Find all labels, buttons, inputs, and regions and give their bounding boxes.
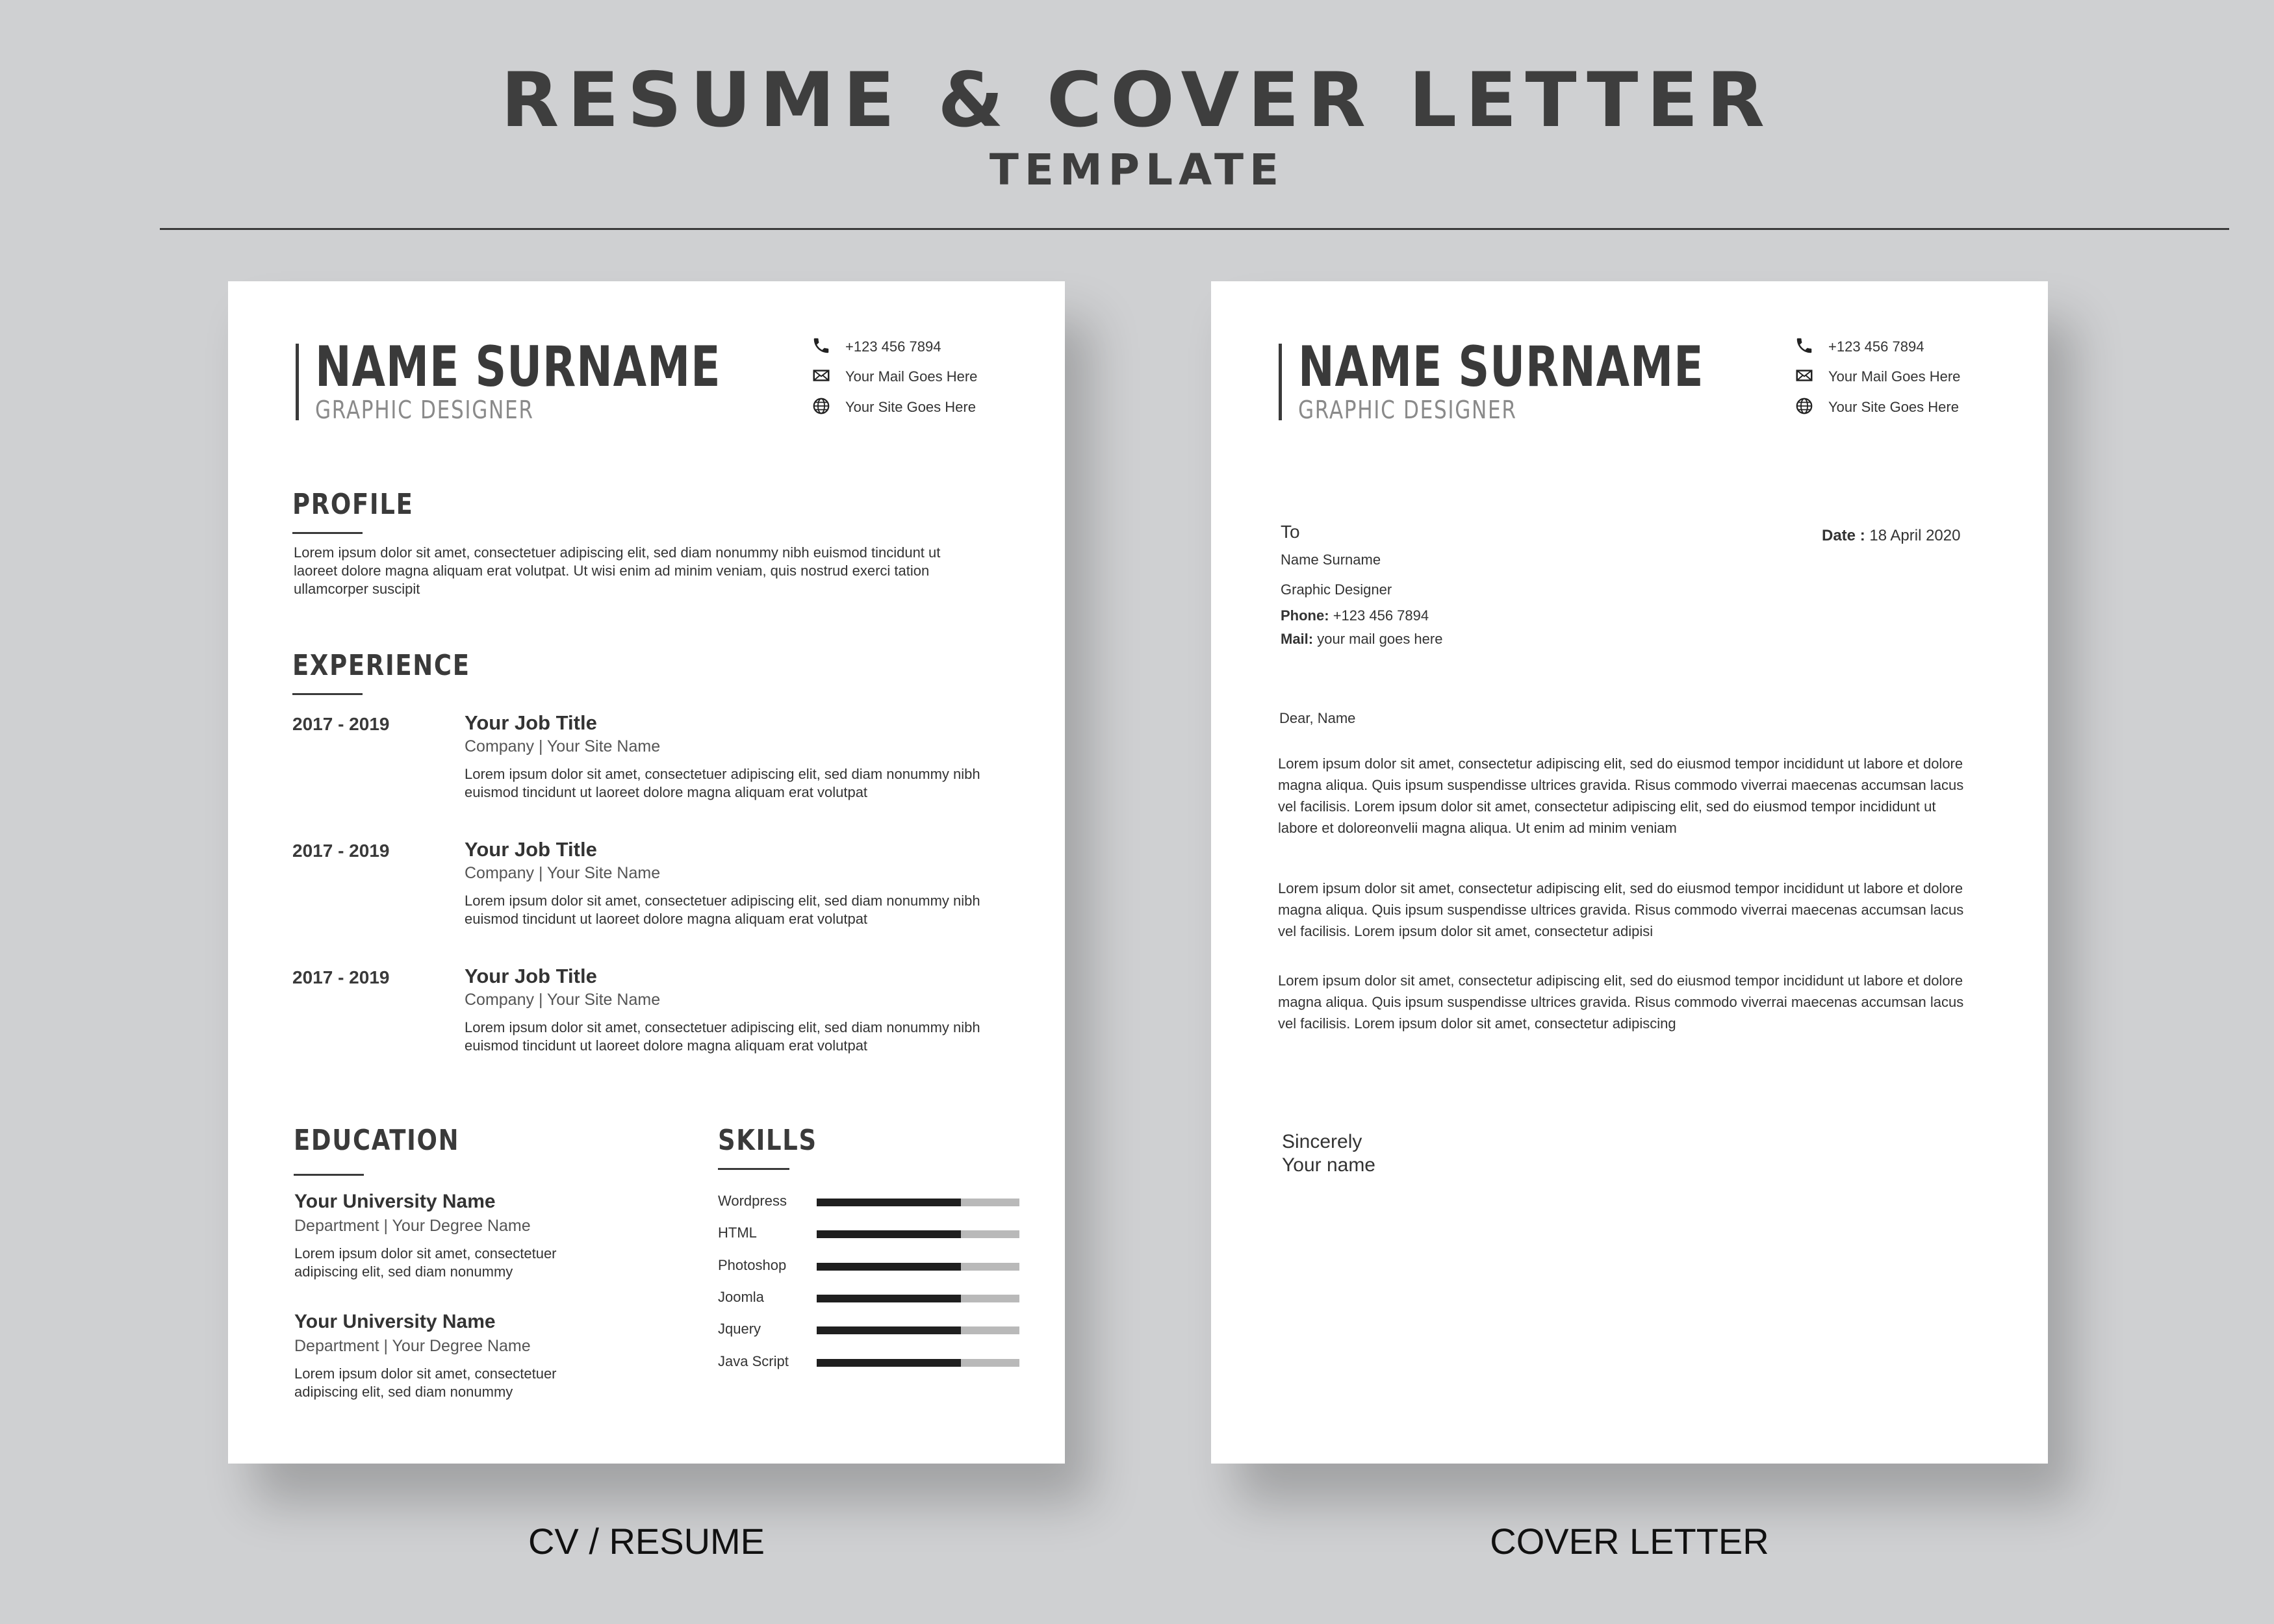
letter-name: NAME SURNAME: [1298, 335, 1704, 400]
resume-name: NAME SURNAME: [315, 335, 721, 400]
letter-paragraph: Lorem ipsum dolor sit amet, consectetur adipiscing elit, sed do eiusmod tempor incididunt ut labore et dolore magna aliqua. Quis ipsum suspendisse ultrices gravida. Risus commodo viverrai maecenas accumsan lacus vel facilisis. Lorem ipsum dolor sit amet, consectetur adipisi: [1278, 880, 1964, 939]
experience-rule: [292, 693, 363, 695]
banner-subtitle: TEMPLATE: [989, 145, 1285, 195]
mail-text: Your Mail Goes Here: [1828, 368, 1961, 385]
education-description: Lorem ipsum dolor sit amet, consectetuer adipiscing elit, sed diam nonummy: [294, 1365, 557, 1400]
letter-signature: Your name: [1282, 1154, 1375, 1176]
cover-letter-page: [1211, 281, 2048, 1464]
letter-date: [1822, 527, 1960, 545]
phone-text: +123 456 7894: [845, 338, 941, 355]
skills-rule: [718, 1168, 789, 1170]
skill-label: Photoshop: [718, 1257, 787, 1273]
letter-closing: Sincerely: [1282, 1131, 1362, 1152]
skill-bar: [817, 1263, 1019, 1271]
skill-label: Jquery: [718, 1321, 761, 1337]
job-dates: 2017 - 2019: [292, 967, 390, 987]
skill-bar-fill: [817, 1295, 961, 1302]
letter-paragraph: Lorem ipsum dolor sit amet, consectetur adipiscing elit, sed do eiusmod tempor incididunt ut labore et dolore magna aliqua. Quis ipsum suspendisse ultrices gravida. Risus commodo viverrai maecenas accumsan lacus vel facilisis. Lorem ipsum dolor sit amet, consectetur adipiscing elit, sed do eiusmod tempor incididunt ut labore et doloreonvelii magna aliqua. Ut enim ad minim veniam: [1278, 755, 1964, 836]
phone-value: +123 456 7894: [1333, 607, 1429, 624]
letter-role: GRAPHIC DESIGNER: [1298, 396, 1517, 424]
university-name: Your University Name: [294, 1311, 496, 1332]
university-name: Your University Name: [294, 1191, 496, 1212]
cover-letter-caption: COVER LETTER: [1490, 1521, 1769, 1562]
skill-label: Java Script: [718, 1353, 789, 1369]
date-value: 18 April 2020: [1869, 527, 1961, 544]
globe-icon: [1795, 396, 1814, 416]
recipient-role: Graphic Designer: [1281, 581, 1392, 598]
salutation: Dear, Name: [1279, 710, 1356, 726]
phone-icon: [811, 336, 831, 355]
globe-icon: [811, 396, 831, 416]
skill-bar-fill: [817, 1263, 961, 1271]
resume-caption: CV / RESUME: [528, 1521, 765, 1562]
mail-value: your mail goes here: [1317, 631, 1443, 647]
job-title: Your Job Title: [465, 965, 597, 987]
profile-heading: PROFILE: [292, 488, 414, 521]
recipient-name: Name Surname: [1281, 552, 1381, 568]
job-company: Company | Your Site Name: [465, 737, 661, 755]
resume-role: GRAPHIC DESIGNER: [315, 396, 534, 424]
skill-bar-fill: [817, 1230, 961, 1238]
skill-bar: [817, 1359, 1019, 1367]
education-rule: [294, 1174, 364, 1176]
recipient-phone: [1281, 607, 1429, 624]
mail-text: Your Mail Goes Here: [845, 368, 978, 385]
skill-bar: [817, 1295, 1019, 1302]
skill-bar: [817, 1230, 1019, 1238]
skill-label: Joomla: [718, 1289, 764, 1305]
name-accent-bar: [1279, 344, 1282, 420]
skill-label: Wordpress: [718, 1193, 787, 1209]
job-dates: 2017 - 2019: [292, 714, 390, 734]
banner-divider: [160, 228, 2229, 230]
site-text: Your Site Goes Here: [845, 399, 976, 415]
recipient-mail: [1281, 631, 1442, 648]
name-accent-bar: [296, 344, 299, 420]
job-title: Your Job Title: [465, 711, 597, 734]
education-description: Lorem ipsum dolor sit amet, consectetuer adipiscing elit, sed diam nonummy: [294, 1245, 557, 1280]
mail-icon: [811, 366, 831, 385]
job-description: Lorem ipsum dolor sit amet, consectetuer adipiscing elit, sed diam nonummy nibh euismod tincidunt ut laoreet dolore magna aliquam erat volutpat: [465, 1019, 980, 1054]
resume-page: [228, 281, 1065, 1464]
experience-heading: EXPERIENCE: [292, 649, 470, 682]
site-text: Your Site Goes Here: [1828, 399, 1959, 415]
job-title: Your Job Title: [465, 838, 597, 861]
skill-bar-fill: [817, 1326, 961, 1334]
job-company: Company | Your Site Name: [465, 991, 661, 1009]
skill-bar: [817, 1199, 1019, 1206]
mail-label: Mail:: [1281, 631, 1314, 647]
job-company: Company | Your Site Name: [465, 864, 661, 882]
profile-text: Lorem ipsum dolor sit amet, consectetuer adipiscing elit, sed diam nonummy nibh euismod tincidunt ut laoreet dolore magna aliquam erat volutpat. Ut wisi enim ad minim veniam, quis nostrud exerci tation ullamcorper suscipit: [294, 544, 941, 597]
banner-title: RESUME & COVER LETTER: [501, 57, 1773, 144]
job-dates: 2017 - 2019: [292, 841, 390, 861]
degree-name: Department | Your Degree Name: [294, 1337, 531, 1355]
phone-text: +123 456 7894: [1828, 338, 1924, 355]
skill-bar-fill: [817, 1199, 961, 1206]
letter-paragraph: Lorem ipsum dolor sit amet, consectetur adipiscing elit, sed do eiusmod tempor incididunt ut labore et dolore magna aliqua. Quis ipsum suspendisse ultrices gravida. Risus commodo viverrai maecenas accumsan lacus vel facilisis. Lorem ipsum dolor sit amet, consectetur adipiscing: [1278, 972, 1964, 1032]
skill-label: HTML: [718, 1224, 757, 1241]
skills-heading: SKILLS: [718, 1124, 817, 1157]
degree-name: Department | Your Degree Name: [294, 1217, 531, 1235]
phone-icon: [1795, 336, 1814, 355]
job-description: Lorem ipsum dolor sit amet, consectetuer adipiscing elit, sed diam nonummy nibh euismod tincidunt ut laoreet dolore magna aliquam erat volutpat: [465, 766, 980, 800]
education-heading: EDUCATION: [294, 1124, 460, 1157]
mail-icon: [1795, 366, 1814, 385]
skill-bar-fill: [817, 1359, 961, 1367]
letter-to: To: [1281, 522, 1300, 542]
phone-label: Phone:: [1281, 607, 1329, 624]
job-description: Lorem ipsum dolor sit amet, consectetuer adipiscing elit, sed diam nonummy nibh euismod tincidunt ut laoreet dolore magna aliquam erat volutpat: [465, 893, 980, 927]
date-label: Date :: [1822, 527, 1865, 544]
skill-bar: [817, 1326, 1019, 1334]
profile-rule: [292, 532, 363, 534]
